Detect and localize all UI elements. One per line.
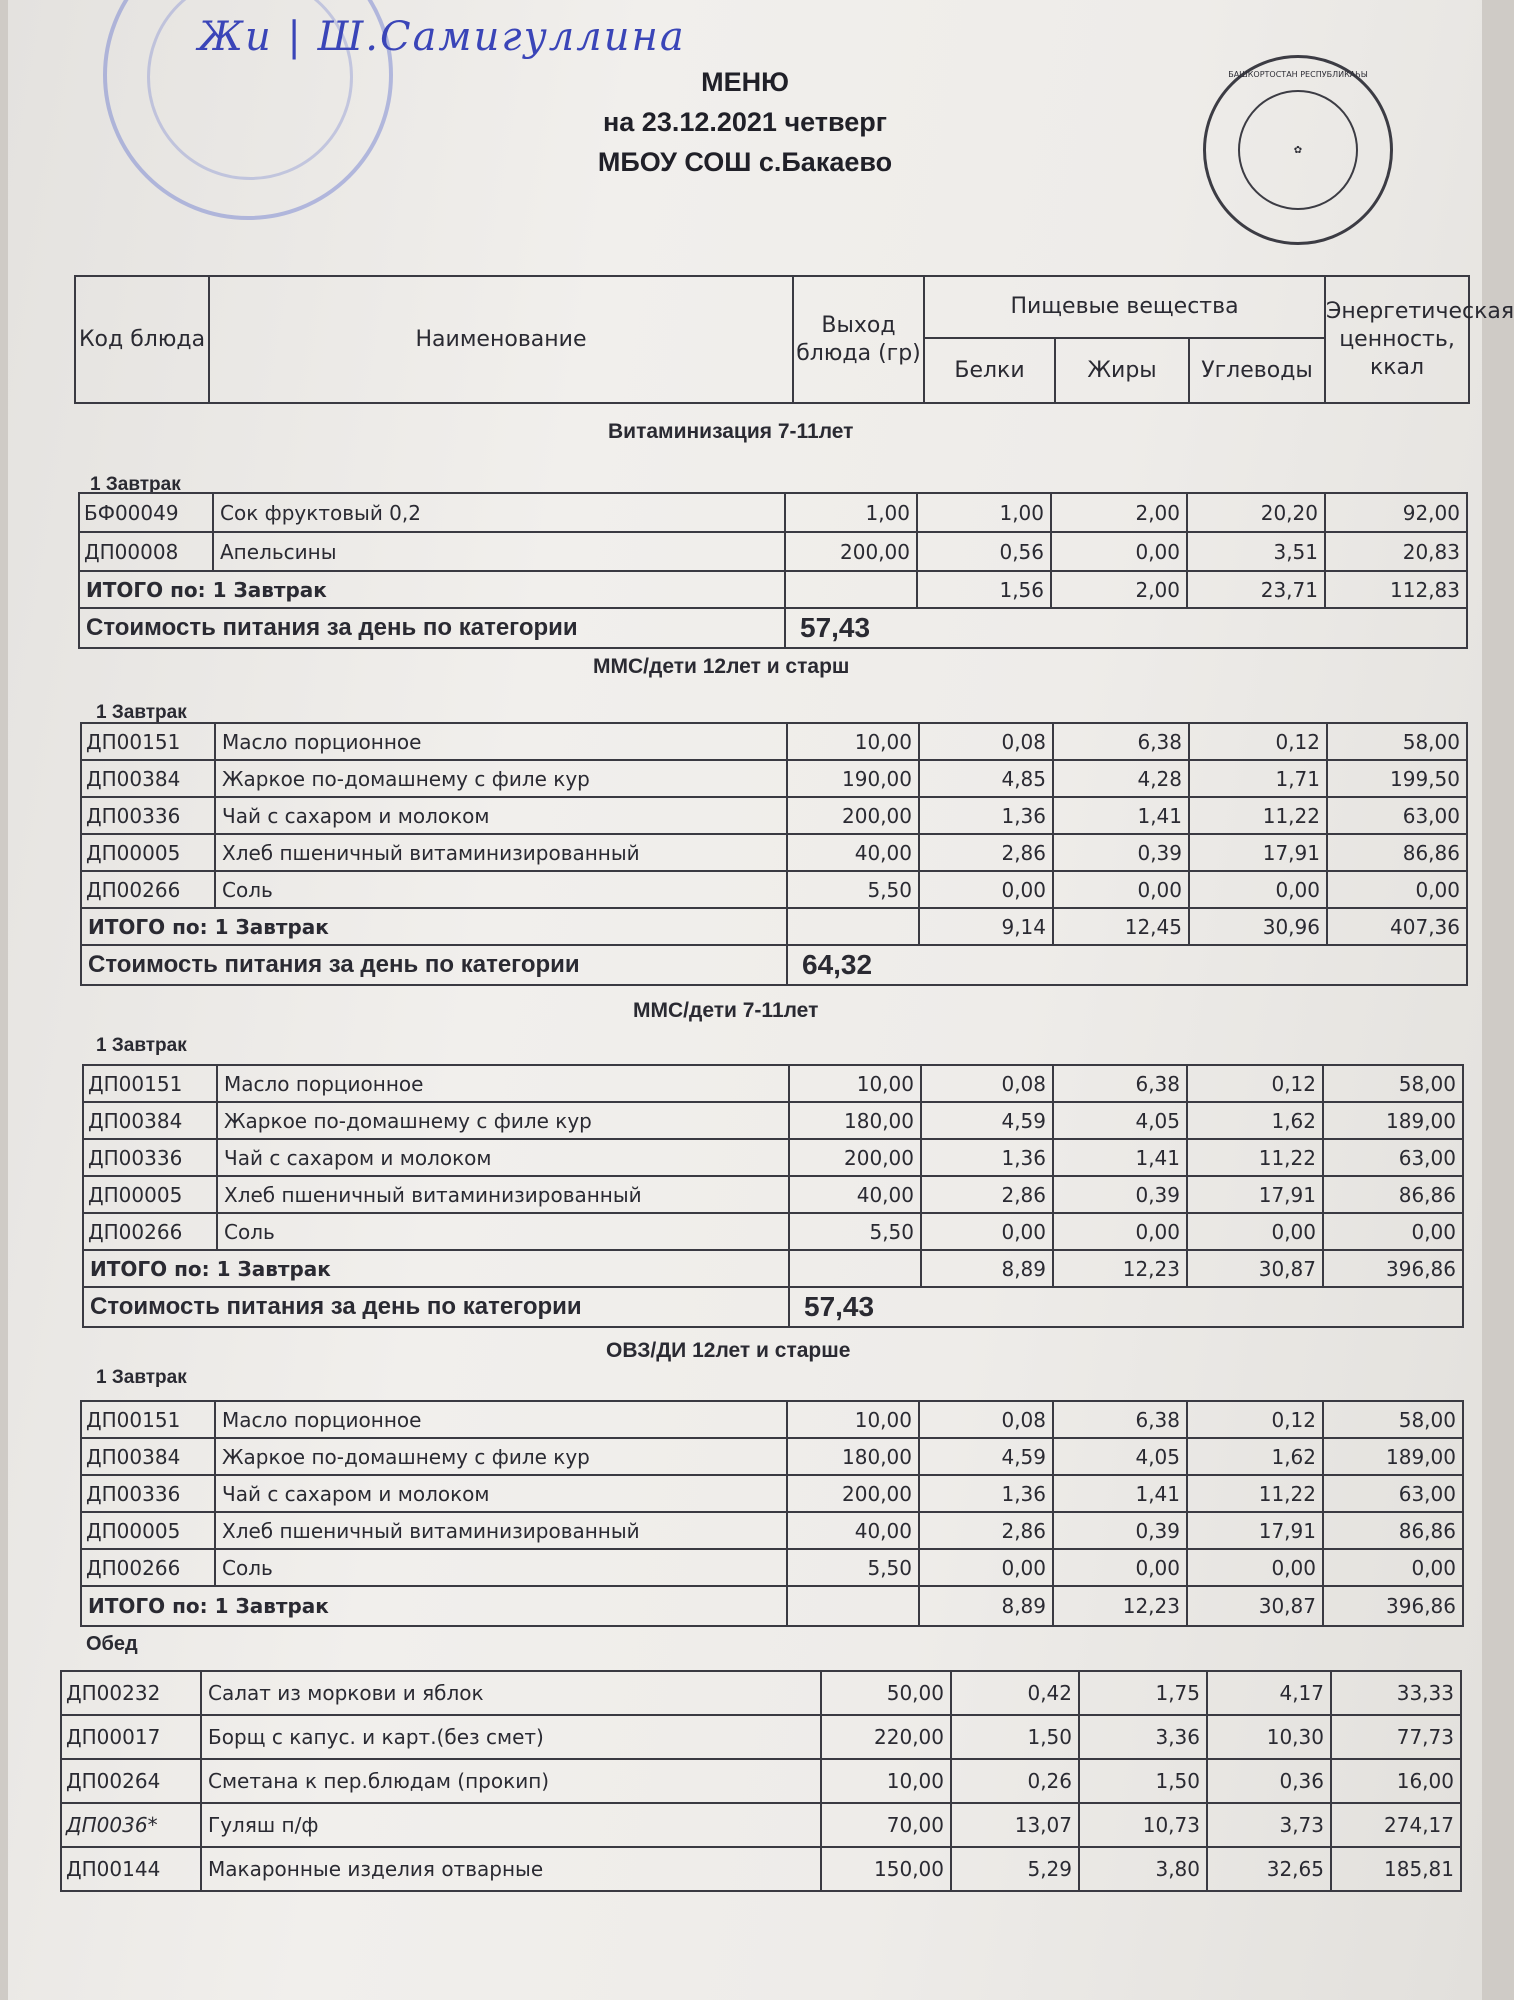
dish-carbs: 1,71 [1189,760,1327,797]
dish-code: ДП00232 [61,1671,201,1715]
total-row [83,1250,1463,1287]
signature: Жи | Ш.Самигуллина [198,14,686,60]
dish-yield: 180,00 [789,1102,921,1139]
dish-yield: 40,00 [787,834,919,871]
dish-code: ДП00008 [79,532,213,571]
dish-protein: 13,07 [951,1803,1079,1847]
section-title: ММС/дети 7-11лет [633,999,819,1022]
cost-row [83,1287,1463,1327]
total-protein: 9,14 [919,908,1053,945]
table-row [81,797,1467,834]
col-protein: Белки [924,338,1055,403]
dish-yield: 200,00 [787,1475,919,1512]
dish-fat: 1,41 [1053,1139,1187,1176]
dish-name: Сметана к пер.блюдам (прокип) [201,1759,821,1803]
total-label: ИТОГО по: 1 Завтрак [81,1586,787,1626]
dish-code: ДП00384 [81,760,215,797]
dish-carbs: 0,00 [1189,871,1327,908]
school-name: МБОУ СОШ с.Бакаево [597,147,893,177]
dish-carbs: 3,51 [1187,532,1325,571]
dish-yield: 40,00 [787,1512,919,1549]
col-name: Наименование [209,276,793,403]
dish-code: ДП00384 [83,1102,217,1139]
dish-protein: 0,00 [919,871,1053,908]
dish-name: Чай с сахаром и молоком [215,1475,787,1512]
total-carbs: 23,71 [1187,571,1325,608]
table-row [81,1512,1463,1549]
meal-label: Обед [86,1633,138,1655]
dish-energy: 16,00 [1331,1759,1461,1803]
dish-code: ДП00017 [61,1715,201,1759]
dish-carbs: 1,62 [1187,1438,1323,1475]
dish-name: Жаркое по-домашнему с филе кур [215,1438,787,1475]
dish-yield: 5,50 [789,1213,921,1250]
table-row [79,493,1467,532]
dish-code: ДП00005 [81,1512,215,1549]
dish-name: Салат из моркови и яблок [201,1671,821,1715]
dish-carbs: 0,00 [1187,1549,1323,1586]
table-row [81,834,1467,871]
dish-name: Хлеб пшеничный витаминизированный [215,1512,787,1549]
dish-yield: 220,00 [821,1715,951,1759]
section-title: Витаминизация 7-11лет [608,420,854,443]
dish-name: Соль [215,1549,787,1586]
dish-fat: 4,05 [1053,1102,1187,1139]
cost-row [79,608,1467,648]
dish-fat: 4,28 [1053,760,1189,797]
dish-protein: 1,36 [919,1475,1053,1512]
dish-carbs: 11,22 [1187,1139,1323,1176]
dish-code: ДП0036* [61,1803,201,1847]
dish-yield: 150,00 [821,1847,951,1891]
dish-fat: 1,75 [1079,1671,1207,1715]
cost-value: 64,32 [787,945,1467,985]
total-carbs: 30,87 [1187,1250,1323,1287]
dish-energy: 86,86 [1327,834,1467,871]
dish-code: ДП00005 [81,834,215,871]
dish-fat: 2,00 [1051,493,1187,532]
dish-protein: 0,56 [917,532,1051,571]
dish-protein: 5,29 [951,1847,1079,1891]
table-row [83,1213,1463,1250]
col-nutrients: Пищевые вещества [924,276,1325,338]
dish-name: Чай с сахаром и молоком [217,1139,789,1176]
total-energy: 112,83 [1325,571,1467,608]
dish-carbs: 17,91 [1189,834,1327,871]
dish-protein: 4,85 [919,760,1053,797]
dish-yield: 70,00 [821,1803,951,1847]
dish-fat: 3,36 [1079,1715,1207,1759]
dish-energy: 274,17 [1331,1803,1461,1847]
section-table [80,1400,1464,1627]
dish-protein: 0,42 [951,1671,1079,1715]
dish-protein: 1,00 [917,493,1051,532]
seal-ring-text: БАШКОРТОСТАН РЕСПУБЛИКАҺЫ [1228,70,1368,79]
dish-name: Масло порционное [215,1401,787,1438]
cost-row [81,945,1467,985]
dish-energy: 63,00 [1327,797,1467,834]
total-protein: 1,56 [917,571,1051,608]
cost-label: Стоимость питания за день по категории [83,1287,789,1327]
dish-yield: 10,00 [789,1065,921,1102]
table-row [83,1176,1463,1213]
dish-energy: 0,00 [1327,871,1467,908]
dish-carbs: 20,20 [1187,493,1325,532]
dish-name: Сок фруктовый 0,2 [213,493,785,532]
dish-yield: 180,00 [787,1438,919,1475]
table-row [81,1438,1463,1475]
total-carbs: 30,87 [1187,1586,1323,1626]
dish-name: Соль [217,1213,789,1250]
dish-name: Хлеб пшеничный витаминизированный [217,1176,789,1213]
dish-yield: 5,50 [787,1549,919,1586]
total-row [81,1586,1463,1626]
dish-fat: 0,00 [1051,532,1187,571]
table-row [61,1803,1461,1847]
dish-carbs: 0,00 [1187,1213,1323,1250]
col-code: Код блюда [75,276,209,403]
dish-yield: 200,00 [785,532,917,571]
lunch-table [60,1670,1462,1892]
dish-carbs: 1,62 [1187,1102,1323,1139]
dish-code: ДП00266 [81,1549,215,1586]
dish-energy: 58,00 [1323,1065,1463,1102]
dish-fat: 0,00 [1053,1213,1187,1250]
dish-protein: 4,59 [921,1102,1053,1139]
total-fat: 12,23 [1053,1586,1187,1626]
table-row [81,723,1467,760]
dish-carbs: 32,65 [1207,1847,1331,1891]
dish-name: Борщ с капус. и карт.(без смет) [201,1715,821,1759]
meal-label: 1 Завтрак [96,1367,187,1388]
dish-name: Масло порционное [217,1065,789,1102]
dish-yield: 50,00 [821,1671,951,1715]
dish-yield: 10,00 [787,1401,919,1438]
column-header-table [74,275,1514,404]
dish-fat: 10,73 [1079,1803,1207,1847]
table-row [81,1549,1463,1586]
total-fat: 2,00 [1051,571,1187,608]
dish-yield: 1,00 [785,493,917,532]
dish-protein: 4,59 [919,1438,1053,1475]
total-protein: 8,89 [919,1586,1053,1626]
dish-protein: 0,00 [919,1549,1053,1586]
total-label: ИТОГО по: 1 Завтрак [83,1250,789,1287]
dish-code: ДП00144 [61,1847,201,1891]
dish-code: БФ00049 [79,493,213,532]
dish-energy: 77,73 [1331,1715,1461,1759]
dish-energy: 20,83 [1325,532,1467,571]
dish-protein: 1,50 [951,1715,1079,1759]
dish-energy: 63,00 [1323,1139,1463,1176]
dish-energy: 33,33 [1331,1671,1461,1715]
dish-energy: 58,00 [1327,723,1467,760]
total-row [79,571,1467,608]
meal-label: 1 Завтрак [96,702,187,723]
dish-carbs: 10,30 [1207,1715,1331,1759]
dish-protein: 2,86 [921,1176,1053,1213]
dish-code: ДП00264 [61,1759,201,1803]
dish-code: ДП00005 [83,1176,217,1213]
total-energy: 407,36 [1327,908,1467,945]
dish-fat: 0,00 [1053,871,1189,908]
section-title: ММС/дети 12лет и старш [593,655,850,678]
dish-protein: 1,36 [921,1139,1053,1176]
dish-energy: 189,00 [1323,1438,1463,1475]
table-row [81,1401,1463,1438]
dish-carbs: 4,17 [1207,1671,1331,1715]
section-title: ОВЗ/ДИ 12лет и старше [606,1339,851,1362]
dish-energy: 0,00 [1323,1549,1463,1586]
total-label: ИТОГО по: 1 Завтрак [79,571,785,608]
table-row [83,1139,1463,1176]
dish-energy: 58,00 [1323,1401,1463,1438]
total-fat: 12,45 [1053,908,1189,945]
dish-code: ДП00336 [83,1139,217,1176]
dish-fat: 3,80 [1079,1847,1207,1891]
table-row [61,1759,1461,1803]
seal-emblem: ✿ [1238,90,1358,210]
dish-fat: 1,41 [1053,797,1189,834]
dish-name: Макаронные изделия отварные [201,1847,821,1891]
dish-fat: 0,39 [1053,1512,1187,1549]
dish-fat: 4,05 [1053,1438,1187,1475]
table-row [81,1475,1463,1512]
table-row [81,760,1467,797]
dish-name: Чай с сахаром и молоком [215,797,787,834]
dish-yield: 10,00 [821,1759,951,1803]
dish-protein: 0,26 [951,1759,1079,1803]
dish-carbs: 3,73 [1207,1803,1331,1847]
col-fat: Жиры [1055,338,1189,403]
cost-label: Стоимость питания за день по категории [81,945,787,985]
dish-energy: 185,81 [1331,1847,1461,1891]
document-date: на 23.12.2021 четверг [602,107,887,137]
dish-code: ДП00266 [81,871,215,908]
dish-energy: 0,00 [1323,1213,1463,1250]
dish-name: Жаркое по-домашнему с филе кур [215,760,787,797]
dish-protein: 2,86 [919,1512,1053,1549]
dish-protein: 2,86 [919,834,1053,871]
dish-name: Жаркое по-домашнему с филе кур [217,1102,789,1139]
meal-label: 1 Завтрак [90,474,181,495]
dish-protein: 0,08 [919,723,1053,760]
dish-fat: 6,38 [1053,723,1189,760]
total-energy: 396,86 [1323,1586,1463,1626]
dish-fat: 1,50 [1079,1759,1207,1803]
dish-carbs: 0,12 [1189,723,1327,760]
table-row [61,1671,1461,1715]
dish-energy: 86,86 [1323,1176,1463,1213]
dish-energy: 92,00 [1325,493,1467,532]
col-carbs: Углеводы [1189,338,1325,403]
document-title: МЕНЮ [701,67,789,97]
table-row [81,871,1467,908]
dish-name: Апельсины [213,532,785,571]
dish-protein: 0,08 [921,1065,1053,1102]
dish-fat: 6,38 [1053,1065,1187,1102]
table-row [61,1847,1461,1891]
dish-yield: 190,00 [787,760,919,797]
dish-code: ДП00151 [81,1401,215,1438]
dish-code: ДП00336 [81,797,215,834]
dish-yield: 200,00 [787,797,919,834]
dish-energy: 86,86 [1323,1512,1463,1549]
dish-carbs: 17,91 [1187,1512,1323,1549]
dish-yield: 10,00 [787,723,919,760]
table-row [83,1065,1463,1102]
dish-carbs: 11,22 [1189,797,1327,834]
dish-energy: 189,00 [1323,1102,1463,1139]
document-sheet [8,0,1514,2000]
dish-protein: 1,36 [919,797,1053,834]
total-fat: 12,23 [1053,1250,1187,1287]
section-table [78,492,1468,649]
table-row [61,1715,1461,1759]
dish-fat: 0,39 [1053,834,1189,871]
dish-code: ДП00151 [81,723,215,760]
dish-yield: 200,00 [789,1139,921,1176]
dish-yield: 40,00 [789,1176,921,1213]
dish-code: ДП00151 [83,1065,217,1102]
dish-fat: 1,41 [1053,1475,1187,1512]
dish-name: Гуляш п/ф [201,1803,821,1847]
dish-fat: 0,00 [1053,1549,1187,1586]
dish-fat: 0,39 [1053,1176,1187,1213]
col-yield: Выход блюда (гр) [793,276,924,403]
dish-code: ДП00336 [81,1475,215,1512]
dish-carbs: 0,36 [1207,1759,1331,1803]
dish-carbs: 0,12 [1187,1401,1323,1438]
cost-value: 57,43 [785,608,1467,648]
dish-fat: 6,38 [1053,1401,1187,1438]
dish-code: ДП00384 [81,1438,215,1475]
dish-protein: 0,00 [921,1213,1053,1250]
dish-name: Хлеб пшеничный витаминизированный [215,834,787,871]
dish-name: Соль [215,871,787,908]
dish-energy: 63,00 [1323,1475,1463,1512]
dish-protein: 0,08 [919,1401,1053,1438]
cost-label: Стоимость питания за день по категории [79,608,785,648]
total-carbs: 30,96 [1189,908,1327,945]
col-energy: Энергетическая ценность, ккал [1325,276,1469,403]
dish-yield: 5,50 [787,871,919,908]
cost-value: 57,43 [789,1287,1463,1327]
dish-carbs: 11,22 [1187,1475,1323,1512]
total-protein: 8,89 [921,1250,1053,1287]
total-row [81,908,1467,945]
table-row [79,532,1467,571]
dish-carbs: 17,91 [1187,1176,1323,1213]
dish-carbs: 0,12 [1187,1065,1323,1102]
section-table [82,1064,1464,1328]
dish-energy: 199,50 [1327,760,1467,797]
total-label: ИТОГО по: 1 Завтрак [81,908,787,945]
document-header [8,62,1482,182]
total-energy: 396,86 [1323,1250,1463,1287]
meal-label: 1 Завтрак [96,1035,187,1056]
section-table [80,722,1468,986]
dish-code: ДП00266 [83,1213,217,1250]
table-row [83,1102,1463,1139]
dish-name: Масло порционное [215,723,787,760]
